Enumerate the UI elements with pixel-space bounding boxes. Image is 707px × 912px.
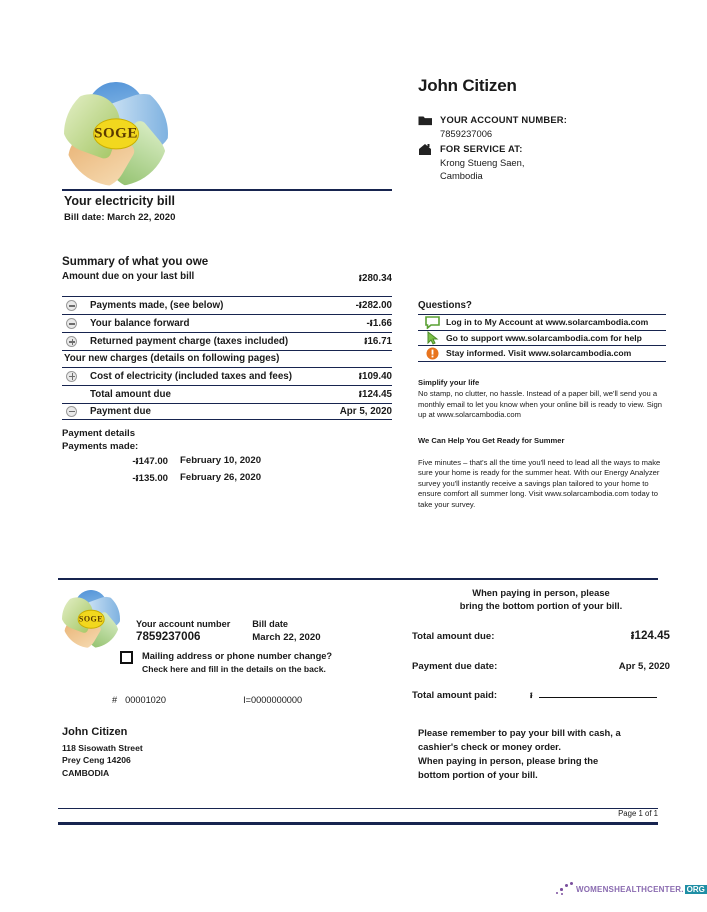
plus-circle-icon <box>62 336 90 347</box>
ref-number-a: 00001020 <box>125 695 167 705</box>
stub-reference-numbers <box>112 695 382 705</box>
company-logo-header <box>64 82 168 186</box>
footer-divider <box>58 808 658 809</box>
watermark <box>556 882 707 896</box>
mailing-address <box>62 726 143 779</box>
promo-heading: Simplify your life <box>418 378 480 387</box>
dots-icon <box>556 882 574 896</box>
exclamation-circle-icon <box>418 347 446 360</box>
new-charges-header: Your new charges (details on following pages) <box>64 353 280 365</box>
stub-due-date-value: Apr 5, 2020 <box>618 661 670 672</box>
last-bill-label: Amount due on your last bill <box>62 271 195 282</box>
soge-logo-icon <box>64 82 168 186</box>
bill-date: Bill date: March 22, 2020 <box>64 212 176 223</box>
service-address-line1: Krong Stueng Saen, <box>440 156 525 168</box>
stub-instructions <box>412 586 670 612</box>
promo-heading: We Can Help You Get Ready for Summer <box>418 436 565 445</box>
stub-instructions-line1: When paying in person, please <box>472 587 610 598</box>
total-due-label: Total amount due <box>90 388 171 400</box>
account-number-label: YOUR ACCOUNT NUMBER: <box>440 114 568 125</box>
mail-name: John Citizen <box>62 726 128 738</box>
mail-line1: 118 Sisowath Street <box>62 742 143 753</box>
mail-line3: CAMBODIA <box>62 767 110 778</box>
row-label: Returned payment charge (taxes included) <box>90 336 289 347</box>
payment-amount: -៛147.00 <box>132 456 168 467</box>
row-label: Your balance forward <box>90 318 190 329</box>
stub-billdate-value: March 22, 2020 <box>252 632 321 643</box>
summary-table <box>62 296 392 420</box>
speech-bubble-icon <box>418 316 446 329</box>
stub-payment-panel <box>412 586 670 703</box>
service-address-label: FOR SERVICE AT: <box>440 143 523 154</box>
promo-simplify <box>418 378 670 421</box>
account-header <box>418 76 668 185</box>
payment-due-row <box>62 404 392 421</box>
stub-billdate-field <box>252 619 320 643</box>
payment-details-section <box>62 428 392 486</box>
stub-instructions-line2: bring the bottom portion of your bill. <box>459 600 623 611</box>
mail-line2: Prey Ceng 14206 <box>62 755 131 766</box>
ref-number-b: I=0000000000 <box>243 695 303 705</box>
address-change-label: Mailing address or phone number change? <box>142 651 333 661</box>
summary-section <box>62 255 392 420</box>
address-change-hint: Check here and fill in the details on the back. <box>142 664 326 674</box>
cursor-arrow-icon <box>418 331 446 345</box>
last-bill-value: ៛280.34 <box>358 273 392 284</box>
customer-name: John Citizen <box>418 76 517 95</box>
stub-currency-symbol: ៛ <box>530 690 533 700</box>
questions-section <box>418 300 666 362</box>
soge-logo-icon <box>62 590 120 648</box>
stub-total-due-value: ៛124.45 <box>630 629 670 642</box>
payments-made-label: Payments made: <box>62 441 139 452</box>
stub-due-date-label: Payment due date: <box>412 661 498 672</box>
row-value: ៛16.71 <box>364 336 392 347</box>
minus-circle-icon <box>62 300 90 311</box>
stub-total-due-row <box>412 628 670 645</box>
questions-row-text: Log in to My Account at www.solarcambodia.com <box>446 317 649 328</box>
questions-title: Questions? <box>418 300 472 311</box>
stub-account-value: 7859237006 <box>136 630 201 643</box>
watermark-badge: ORG <box>686 884 705 894</box>
payment-date: February 26, 2020 <box>180 472 262 483</box>
stub-divider <box>58 578 658 580</box>
stub-fields <box>136 619 343 643</box>
table-row <box>62 333 392 351</box>
page-number: Page 1 of 1 <box>618 809 658 818</box>
row-label: Payments made, (see below) <box>90 300 224 311</box>
questions-row-login[interactable] <box>418 315 666 331</box>
questions-row-informed[interactable] <box>418 346 666 362</box>
stub-amount-paid-row <box>412 688 670 703</box>
list-item <box>62 455 392 469</box>
page-title: Your electricity bill <box>64 194 175 208</box>
minus-circle-icon <box>62 318 90 329</box>
service-address-row <box>418 142 668 183</box>
stub-account-label: Your account number <box>136 619 231 629</box>
stub-account-field <box>136 619 230 643</box>
address-change-checkbox-group[interactable] <box>120 650 332 676</box>
house-icon <box>418 142 440 161</box>
logo-text: SOGE <box>93 118 139 149</box>
amount-paid-input[interactable] <box>539 688 657 698</box>
summary-title: Summary of what you owe <box>62 255 209 268</box>
address-change-checkbox[interactable] <box>120 651 133 664</box>
row-value: -៛282.00 <box>355 300 392 311</box>
payment-amount: -៛135.00 <box>132 473 168 484</box>
row-label: Cost of electricity (included taxes and fees) <box>90 370 292 382</box>
questions-row-support[interactable] <box>418 331 666 347</box>
stub-total-due-label: Total amount due: <box>412 631 495 642</box>
row-value: -៛1.66 <box>366 318 392 329</box>
logo-text: SOGE <box>78 610 105 629</box>
footer-bar <box>58 822 658 825</box>
payment-reminder <box>418 726 670 782</box>
company-logo-stub <box>62 590 120 648</box>
table-row <box>62 297 392 315</box>
promo-summer-body <box>418 458 670 510</box>
reminder-line3: When paying in person, please bring the <box>418 755 599 766</box>
plus-circle-icon <box>62 371 90 382</box>
reminder-line2: cashier's check or money order. <box>418 741 561 752</box>
questions-row-text: Stay informed. Visit www.solarcambodia.com <box>446 348 632 359</box>
total-due-row <box>62 386 392 404</box>
payment-date: February 10, 2020 <box>180 455 262 466</box>
new-charges-header-row <box>62 351 392 368</box>
row-value: ៛109.40 <box>358 370 392 382</box>
stub-amount-paid-label: Total amount paid: <box>412 690 498 701</box>
payment-due-value: Apr 5, 2020 <box>339 405 392 417</box>
last-bill-row <box>62 271 392 290</box>
payment-due-label: Payment due <box>90 405 151 417</box>
stub-due-date-row <box>412 661 670 672</box>
service-address-line2: Cambodia <box>440 170 483 181</box>
list-item <box>62 472 392 486</box>
total-due-value: ៛124.45 <box>358 388 392 400</box>
table-row <box>62 315 392 333</box>
promo-summer-heading <box>418 436 670 447</box>
questions-row-text: Go to support www.solarcambodia.com for help <box>446 332 642 343</box>
title-divider <box>62 189 392 191</box>
payment-details-title: Payment details <box>62 428 136 439</box>
account-number-value: 7859237006 <box>440 127 493 139</box>
promo-body: No stamp, no clutter, no hassle. Instead of a paper bill, we'll send you a monthly email to let you know when your online bill is ready to view. Sign up at www.solarcambodia.com <box>418 389 662 420</box>
watermark-text: WOMENSHEALTHCENTER. <box>576 884 684 894</box>
stub-billdate-label: Bill date <box>252 619 289 629</box>
reminder-line4: bottom portion of your bill. <box>418 769 538 780</box>
reminder-line1: Please remember to pay your bill with cash, a <box>418 727 621 738</box>
table-row <box>62 368 392 386</box>
account-number-row <box>418 113 668 140</box>
promo-body: Five minutes – that's all the time you'll need to lead all the ways to make sure your home is ready for the summer heat. With our Energy Analyzer survey you'll instantly receive a savings plan tailored to your home to ensure comfort all summer long. Visit www.solarcambodia.com today to take your survey. <box>418 458 661 509</box>
minus-circle-icon <box>62 406 90 417</box>
folder-icon <box>418 113 440 132</box>
ref-hash-symbol: # <box>112 695 118 705</box>
